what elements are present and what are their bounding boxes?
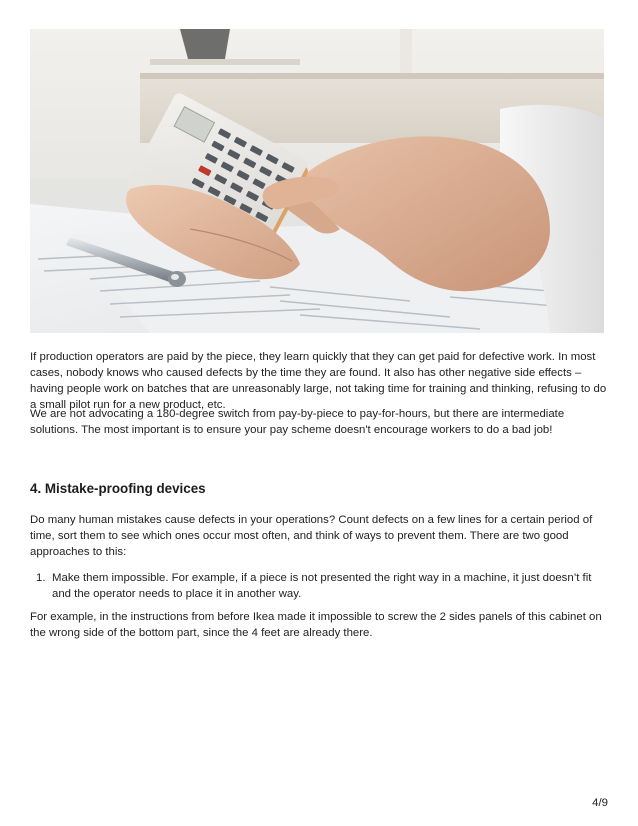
calculator-hands-photo [30, 29, 604, 333]
section-heading: 4. Mistake-proofing devices [30, 481, 206, 496]
paragraph-intermediate-solutions: We are not advocating a 180-degree switch from pay-by-piece to pay-for-hours, but there are intermediate solutions. The most important is to ensure your pay scheme doesn't encourage workers to do a bad job! [30, 408, 565, 436]
approaches-list [30, 570, 612, 602]
page-number: 4/9 [592, 797, 608, 809]
list-item-text: Make them impossible. For example, if a piece is not presented the right way in a machine, it just doesn’t fit and the operator needs to place it in another way. [52, 572, 592, 600]
list-item [30, 570, 612, 602]
paragraph-piece-pay: If production operators are paid by the piece, they learn quickly that they can get paid for defective work. In most cases, nobody knows who caused defects by the time they are found. It also has other negative side effects – having people work on batches that are unreasonably large, not taking time for training and thinking, refusing to do a small pilot run for a new product, etc. [30, 351, 607, 411]
list-item-number: 1. [36, 572, 46, 584]
paragraph-human-mistakes: Do many human mistakes cause defects in your operations? Count defects on a few lines for a certain period of time, sort them to see which ones occur most often, and think of ways to prevent them. There are two good approaches to this: [30, 514, 593, 558]
paragraph-ikea-example: For example, in the instructions from before Ikea made it impossible to screw the 2 sides panels of this cabinet on the wrong side of the bottom part, since the 4 feet are already there. [30, 611, 602, 639]
